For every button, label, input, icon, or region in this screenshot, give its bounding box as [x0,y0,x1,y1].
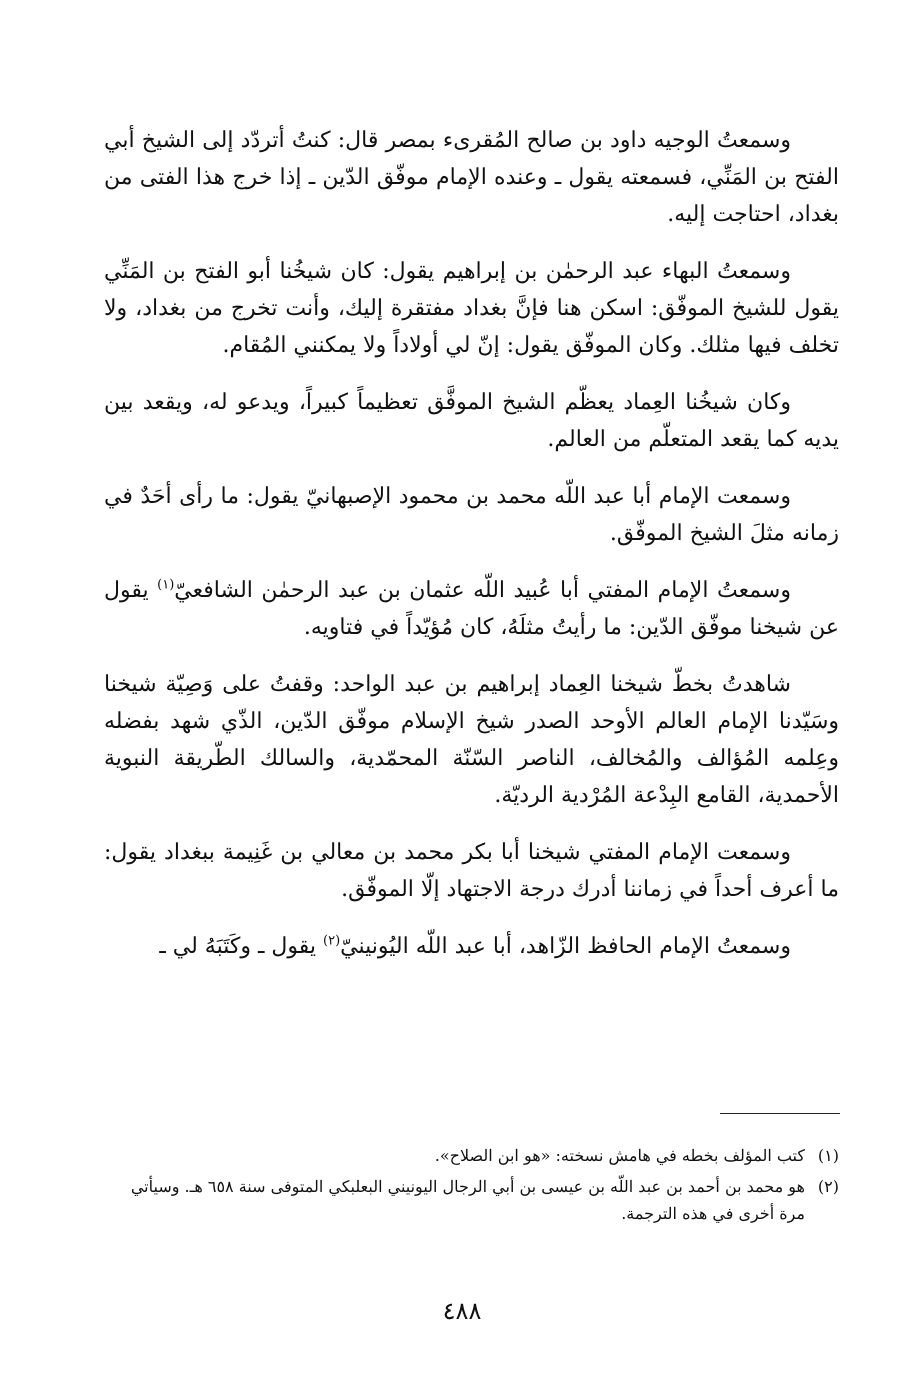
paragraph-5-end: يقول عن شيخنا موفّق الدّين: ما رأيتُ مثلَهُ، كان مُؤيّداً في فتاويه. [104,578,839,640]
paragraph-2: وسمعتُ البهاء عبد الرحمٰن بن إبراهيم يقول: كان شيخُنا أبو الفتح بن المَنِّي يقول للشيخ الموفّق: اسكن هنا فإنَّ بغداد مفتقرة إليك، وأنت تخرج من بغداد، ولا تخلف فيها مثلك. وكان الموفّق يقول: إنّ لي أولاداً ولا يمكنني المُقام. [104,259,839,358]
page-number: ٤٨٨ [442,1297,482,1325]
paragraph-8-end: يقول ـ وكَتَبَهُ لي ـ [159,934,323,959]
footnote-number: (٢) [817,1177,839,1196]
footnote-2 [104,1173,839,1227]
footnote-divider [720,1113,840,1114]
paragraph-7: وسمعت الإمام المفتي شيخنا أبا بكر محمد بن معالي بن غَنِيمة ببغداد يقول: ما أعرف أحداً في زماننا أدرك درجة الاجتهاد إلّا الموفّق. [104,840,839,902]
paragraph-5-start: وسمعتُ الإمام المفتي أبا عُبيد اللّه عثمان بن عبد الرحمٰن الشافعيّ [174,578,791,603]
footnotes [104,1142,839,1231]
paragraph-5 [104,572,839,646]
footnote-text: كتب المؤلف بخطه في هامش نسخته: «هو ابن الصلاح». [434,1146,805,1165]
footnote-ref-2: (٢) [323,933,341,949]
body-text [104,122,839,985]
paragraph-4: وسمعت الإمام أبا عبد اللّه محمد بن محمود الإصبهانيّ يقول: ما رأى أحَدٌ في زمانه مثلَ الشيخ الموفّق. [104,484,839,546]
footnote-ref-1: (١) [157,577,175,593]
paragraph-1: وسمعتُ الوجيه داود بن صالح المُقرىء بمصر قال: كنتُ أتردّد إلى الشيخ أبي الفتح بن المَنِّي، فسمعته يقول ـ وعنده الإمام موفّق الدّين ـ إذا خرج هذا الفتى من بغداد، احتاجت إليه. [104,128,839,227]
paragraph-8-start: وسمعتُ الإمام الحافظ الزّاهد، أبا عبد اللّه اليُونينيّ [340,934,791,959]
footnote-number: (١) [817,1146,839,1165]
paragraph-3: وكان شيخُنا العِماد يعظّم الشيخ الموفَّق تعظيماً كبيراً، ويدعو له، ويقعد بين يديه كما يقعد المتعلّم من العالم. [104,390,839,452]
footnote-text: هو محمد بن أحمد بن عبد اللّه بن عيسى بن أبي الرجال اليونيني البعلبكي المتوفى سنة ٦٥٨ هـ. وسيأتي مرة أخرى في هذه الترجمة. [130,1177,805,1223]
paragraph-8 [104,928,839,965]
paragraph-6: شاهدتُ بخطّ شيخنا العِماد إبراهيم بن عبد الواحد: وقفتُ على وَصِيّة شيخنا وسَيّدنا الإمام العالم الأوحد الصدر شيخ الإسلام موفّق الدّين، الذّي شهد بفضله وعِلمه المُؤالف والمُخالف، الناصر السّنّة المحمّدية، والسالك الطّريقة النبوية الأحمدية، القامع البِدْعة المُرْدية الرديّة. [104,672,839,808]
footnote-1 [104,1142,839,1169]
